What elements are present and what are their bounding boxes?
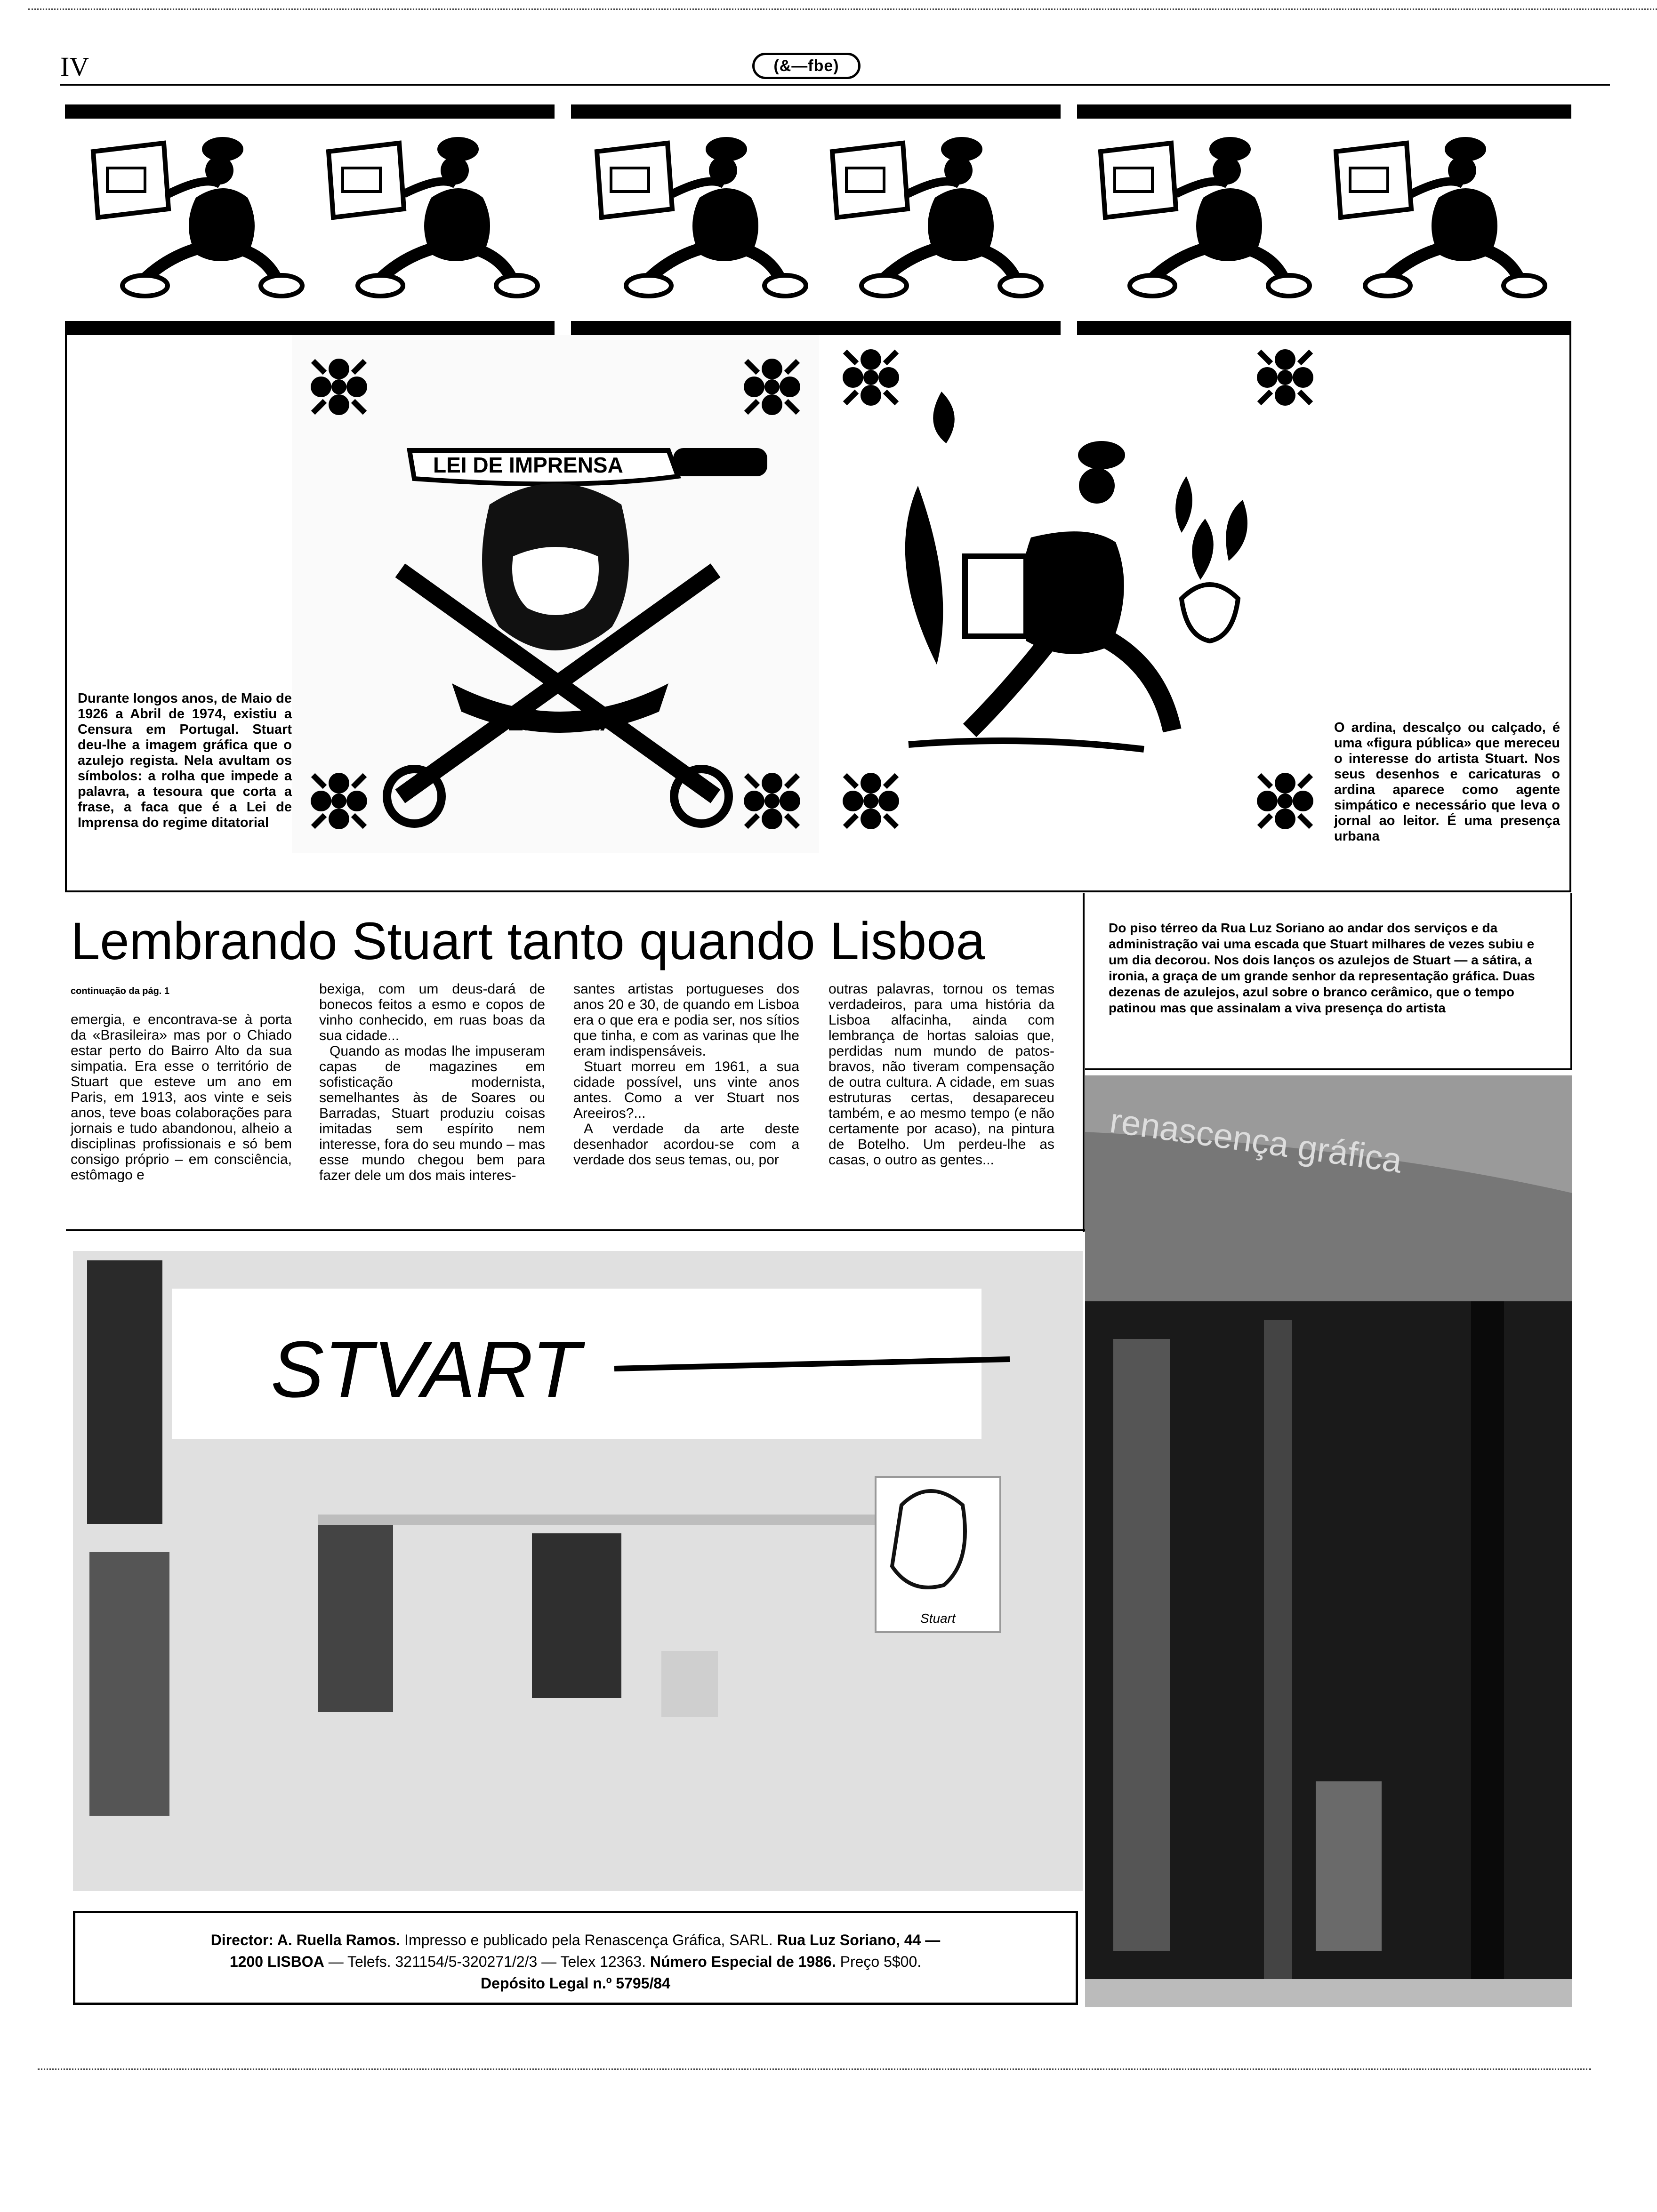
imprint-address: Rua Luz Soriano, 44 — 1200 LISBOA xyxy=(229,1931,941,1970)
caption-censorship: Durante longos anos, de Maio de 1926 a Abril de 1974, existiu a Censura em Portugal. Stuart deu-lhe a imagem gráfica que o azulejo regista. Nela avultam os símbolos: a rolha que impede a palavra, a tesoura que corta a frase, a faca que é a Lei de Imprensa do regime ditatorial xyxy=(78,691,292,830)
tile-panel-1 xyxy=(65,104,555,335)
tile-panel-3 xyxy=(1077,104,1571,335)
continuation-note: continuação da pág. 1 xyxy=(71,986,170,996)
col3-paragraph-1: santes artistas portugueses dos anos 20 e 30, de quando em Lisboa era o que era e podia ser, nos sítios que tinha, e com as varinas que lhe eram indispensáveis. xyxy=(573,981,799,1059)
imprint-legal: Depósito Legal n.º 5795/84 xyxy=(481,1975,670,1992)
imprint-price: Preço 5$00. xyxy=(840,1953,922,1970)
caption-ardina: O ardina, descalço ou calçado, é uma «figura pública» que mereceu o interesse do artista Stuart. Nos seus desenhos e caricaturas o ardina aparece como agente simpático e necessário que leva o jornal ao leitor. É uma presença urbana xyxy=(1334,720,1560,844)
imprint-box xyxy=(73,1911,1078,2005)
censorship-tile xyxy=(292,335,819,853)
corner-flower-icon xyxy=(311,359,367,415)
portrait-painting-1 xyxy=(87,1260,162,1524)
bottom-dotted-rule xyxy=(38,2068,1591,2070)
article-col-2 xyxy=(319,981,545,1183)
article-headline: Lembrando Stuart tanto quando Lisboa xyxy=(71,912,985,970)
caption-stairs: Do piso térreo da Rua Luz Soriano ao andar dos serviços e da administração vai uma escada que Stuart milhares de vezes subiu e um dia decorou. Nos dois lanços os azulejos de Stuart — a sátira, a ironia, a graça de um grande senhor da representação gráfica. Duas dezenas de azulejos, azul sobre o branco cerâmico, que o tempo patinou mas que assinalam a viva presença do artista xyxy=(1109,921,1535,1015)
col1-paragraph: emergia, e encontrava-se à porta da «Brasileira» mas por o Chiado estar perto do Bairro Alto da sua simpatia. Era esse o território de Stuart que esteve um ano em Paris, em 1913, aos vinte e seis anos, teve boas colaborações para jornais e tudo abandonou, alheio a disciplinas profissionais e só bem consigo próprio – em consciência, estômago e xyxy=(71,1012,292,1183)
header-rule xyxy=(60,84,1610,86)
article-col-4 xyxy=(828,981,1054,1168)
stuart-banner: STVART xyxy=(271,1325,581,1414)
right-box-bottom-rule xyxy=(1085,1068,1572,1070)
glass-lettering: renascença gráfica xyxy=(1107,1100,1405,1180)
tile-strip xyxy=(65,104,1571,335)
col3-paragraph-3: A verdade da arte deste desenhador acordou-se com a verdade dos seus temas, ou, por xyxy=(573,1121,799,1168)
col4-paragraph: outras palavras, tornou os temas verdadeiros, para uma história da Lisboa alfacinha, ainda com lembrança de hortas saloias que, perdidas num mundo de patos-bravos, não tiveram compensação de outra cultura. A cidade, em suas estruturas certas, desapareceu também, e ao mesmo tempo (e não certamente por acaso), na pintura de Botelho. Um perdeu-lhe as casas, o outro as gentes... xyxy=(828,981,1054,1168)
caricature-signature: Stuart xyxy=(920,1611,956,1626)
right-column-divider xyxy=(1083,893,1085,1232)
tile-panel-2 xyxy=(571,104,1061,335)
right-box-right-rule xyxy=(1570,893,1572,1069)
article-bottom-rule xyxy=(66,1229,1085,1231)
imprint-printer: Impresso e publicado pela Renascença Gráfica, SARL. xyxy=(404,1931,773,1948)
imprint-special: Número Especial de 1986. xyxy=(650,1953,836,1970)
top-dotted-rule xyxy=(28,8,1657,10)
article-col-3 xyxy=(573,981,799,1168)
page-number: IV xyxy=(60,51,89,82)
col2-paragraph-1: bexiga, com um deus-dará de bonecos feitos a esmo e copos de vinho conhecido, em ruas boas da sua cidade... xyxy=(319,981,545,1043)
door-photo xyxy=(1085,1075,1572,2007)
imprint-director: Director: A. Ruella Ramos. xyxy=(210,1931,401,1948)
masthead-logo: (&—fbe) xyxy=(752,53,861,79)
ardina-tile xyxy=(824,335,1332,843)
article-col-1 xyxy=(71,1012,292,1183)
scissors-label: CEN SURA xyxy=(490,709,618,736)
exhibition-photo xyxy=(73,1251,1083,1891)
knife-label: LEI DE IMPRENSA xyxy=(433,453,623,477)
col2-paragraph-2: Quando as modas lhe impuseram capas de magazines em sofisticação modernista, semelhantes às de Soares ou Barradas, Stuart produziu coisas imitadas sem espírito nem interesse, fora do seu mundo – mas esse mundo chegou bem para fazer dele um dos mais interes- xyxy=(319,1043,545,1183)
imprint-phones: — Telefs. 321154/5-320271/2/3 — Telex 12363. xyxy=(328,1953,646,1970)
col3-paragraph-2: Stuart morreu em 1961, a sua cidade possível, uns vinte anos antes. Como a ver Stuart nos Areeiros?... xyxy=(573,1059,799,1121)
